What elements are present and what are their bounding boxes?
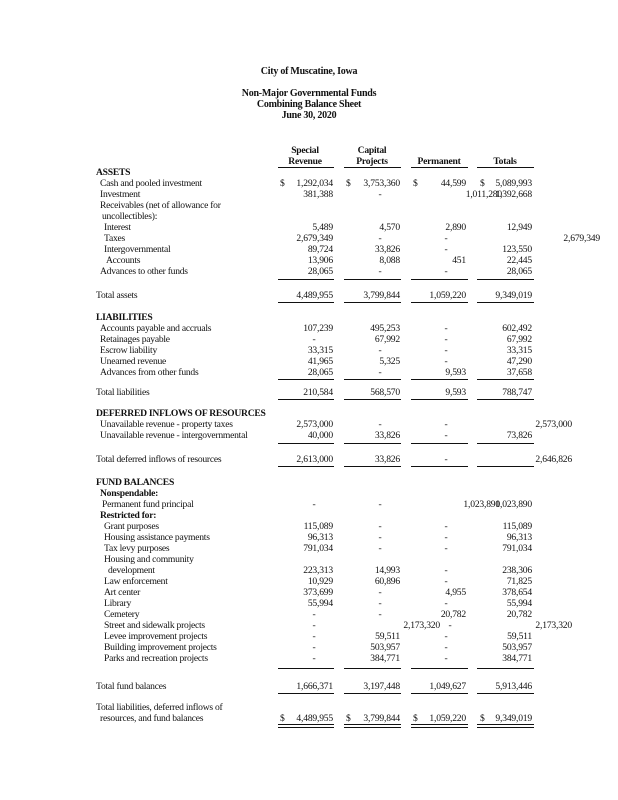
col-special-l1: Special (291, 145, 319, 156)
row-label: Grant purposes (104, 521, 159, 532)
cell-special: 2,679,349 (296, 233, 333, 244)
cell-totals: 47,290 (506, 356, 532, 367)
cell-totals: 123,550 (502, 244, 532, 255)
cell-totals: 238,306 (502, 565, 532, 576)
cell-special: 41,965 (307, 356, 333, 367)
cell-special: 210,584 (303, 387, 333, 398)
cell-permanent: - (444, 543, 448, 554)
subtotal-rule (477, 668, 534, 669)
subtotal-rule (477, 379, 534, 380)
cell-special: 223,313 (303, 565, 333, 576)
total-rule (278, 466, 334, 467)
cell-permanent: - (448, 620, 452, 631)
total-rule (344, 302, 401, 303)
row-label: Unearned revenue (100, 356, 167, 367)
header-rule (411, 167, 468, 168)
row-label: Intergovernmental (104, 244, 171, 255)
row-label: Accounts payable and accruals (100, 323, 212, 334)
cell-totals: 96,313 (506, 532, 532, 543)
cell-permanent: - (444, 653, 448, 664)
cell-permanent: - (444, 576, 448, 587)
cell-permanent: 9,593 (445, 367, 466, 378)
cell-capital: 3,799,844 (363, 713, 400, 724)
total-rule (344, 693, 401, 694)
subtotal-rule (344, 443, 401, 444)
cell-permanent: - (444, 356, 448, 367)
cell-permanent: 451 (452, 255, 466, 266)
cell-permanent: 20,782 (440, 609, 466, 620)
cell-totals: 5,089,993 (495, 178, 532, 189)
total-rule (411, 302, 468, 303)
cell-permanent: 44,599 (440, 178, 466, 189)
row-label: Street and sidewalk projects (104, 620, 205, 631)
cell-permanent: - (444, 266, 448, 277)
cell-totals: 384,771 (502, 653, 532, 664)
grand-total-label: resources, and fund balances (100, 713, 204, 724)
cell-capital: 33,826 (374, 454, 400, 465)
row-label: Retainages payable (100, 334, 170, 345)
cell-capital: 8,088 (379, 255, 400, 266)
cell-special: 2,613,000 (296, 454, 333, 465)
row-label: development (108, 565, 155, 576)
subtotal-rule (344, 379, 401, 380)
row-label: Cemetery (104, 609, 140, 620)
cell-permanent: 1,059,220 (429, 713, 466, 724)
row-label: Advances from other funds (100, 367, 199, 378)
cell-special: 96,313 (307, 532, 333, 543)
currency-sign: $ (346, 178, 351, 189)
cell-capital: 3,799,844 (363, 290, 400, 301)
cell-capital: - (378, 543, 382, 554)
cell-special: - (312, 334, 316, 345)
cell-totals: 59,511 (507, 631, 532, 642)
cell-capital: 33,826 (374, 430, 400, 441)
row-label: uncollectibles): (102, 211, 158, 222)
cell-permanent: 1,011,280 (465, 189, 502, 200)
total-rule (344, 399, 401, 400)
cell-permanent: - (444, 642, 448, 653)
cell-special: 55,994 (307, 598, 333, 609)
currency-sign: $ (413, 713, 418, 724)
row-label-total: Total assets (96, 290, 138, 301)
cell-permanent: 1,059,220 (429, 290, 466, 301)
cell-special: - (312, 499, 316, 510)
header-rule (278, 167, 334, 168)
row-label-total: Total fund balances (96, 681, 167, 692)
row-label: Unavailable revenue - intergovernmental (100, 430, 248, 441)
total-rule (344, 466, 401, 467)
cell-totals: 2,679,349 (563, 233, 600, 244)
cell-capital: 60,896 (374, 576, 400, 587)
subtotal-rule (411, 443, 468, 444)
row-label: Accounts (106, 255, 141, 266)
cell-permanent: - (444, 233, 448, 244)
cell-special: - (312, 642, 316, 653)
row-label: Parks and recreation projects (104, 653, 208, 664)
cell-totals: 5,913,446 (495, 681, 532, 692)
cell-capital: - (378, 189, 382, 200)
double-rule (344, 724, 401, 728)
subtotal-rule (278, 379, 334, 380)
cell-totals: 2,173,320 (535, 620, 572, 631)
cell-capital: 5,325 (379, 356, 400, 367)
cell-capital: 59,511 (375, 631, 400, 642)
entity-name: City of Muscatine, Iowa (260, 66, 358, 77)
cell-permanent: 1,049,627 (429, 681, 466, 692)
cell-capital: - (378, 345, 382, 356)
cell-totals: 9,349,019 (495, 290, 532, 301)
total-rule (411, 466, 468, 467)
cell-totals: 788,747 (502, 387, 532, 398)
cell-capital: 495,253 (370, 323, 400, 334)
cell-totals: 73,826 (506, 430, 532, 441)
cell-totals: 22,445 (506, 255, 532, 266)
cell-permanent: - (444, 419, 448, 430)
subtotal-rule (278, 443, 334, 444)
cell-capital: - (378, 521, 382, 532)
total-rule (278, 693, 334, 694)
row-label: Interest (104, 222, 131, 233)
double-rule (411, 724, 468, 728)
cell-permanent: - (444, 631, 448, 642)
cell-capital: - (378, 598, 382, 609)
cell-totals: 71,825 (506, 576, 532, 587)
total-rule (411, 399, 468, 400)
cell-capital: 384,771 (370, 653, 400, 664)
cell-permanent: - (444, 565, 448, 576)
cell-capital: - (378, 587, 382, 598)
cell-capital: - (378, 419, 382, 430)
subtotal-rule (278, 668, 334, 669)
cell-totals: 33,315 (506, 345, 532, 356)
cell-permanent: - (444, 598, 448, 609)
cell-totals: 37,658 (506, 367, 532, 378)
subheading-nonspendable: Nonspendable: (100, 488, 159, 499)
currency-sign: $ (280, 178, 285, 189)
subtotal-rule (477, 443, 534, 444)
row-label: Cash and pooled investment (100, 178, 202, 189)
cell-capital: 568,570 (370, 387, 400, 398)
row-label: Unavailable revenue - property taxes (100, 419, 233, 430)
cell-special: 373,699 (303, 587, 333, 598)
cell-special: 33,315 (307, 345, 333, 356)
cell-totals: 2,573,000 (535, 419, 572, 430)
total-rule (477, 302, 534, 303)
cell-special: 791,034 (303, 543, 333, 554)
cell-special: 1,292,034 (296, 178, 333, 189)
cell-permanent: 4,955 (445, 587, 466, 598)
row-label: Taxes (104, 233, 125, 244)
cell-permanent: - (444, 430, 448, 441)
cell-capital: - (378, 499, 382, 510)
cell-special: 115,089 (303, 521, 333, 532)
row-label-total: Total liabilities (96, 387, 150, 398)
currency-sign: $ (480, 713, 485, 724)
cell-capital: 2,173,320 (403, 620, 440, 631)
cell-totals: 67,992 (506, 334, 532, 345)
section-liabilities: LIABILITIES (96, 312, 153, 323)
cell-special: 107,239 (303, 323, 333, 334)
subtotal-rule (278, 279, 334, 280)
currency-sign: $ (480, 178, 485, 189)
total-rule (278, 302, 334, 303)
cell-permanent: 2,890 (445, 222, 466, 233)
section-fund-balances: FUND BALANCES (96, 477, 175, 488)
cell-capital: 3,197,448 (363, 681, 400, 692)
cell-totals: 55,994 (506, 598, 532, 609)
cell-totals: 503,957 (502, 642, 532, 653)
cell-totals: 115,089 (502, 521, 532, 532)
cell-capital: 503,957 (370, 642, 400, 653)
cell-permanent: - (444, 334, 448, 345)
cell-totals: 2,646,826 (535, 454, 572, 465)
row-label: Receivables (net of allowance for (100, 200, 221, 211)
cell-totals: 9,349,019 (495, 713, 532, 724)
double-rule (477, 724, 534, 728)
currency-sign: $ (280, 713, 285, 724)
cell-totals: 28,065 (506, 266, 532, 277)
cell-special: 4,489,955 (296, 713, 333, 724)
cell-capital: 3,753,360 (363, 178, 400, 189)
subtotal-rule (411, 379, 468, 380)
grand-total-label: Total liabilities, deferred inflows of (96, 702, 223, 713)
double-rule (278, 724, 334, 728)
cell-totals: 602,492 (502, 323, 532, 334)
subtotal-rule (344, 279, 401, 280)
currency-sign: $ (413, 178, 418, 189)
total-rule (411, 693, 468, 694)
row-label: Tax levy purposes (104, 543, 170, 554)
header-rule (477, 167, 534, 168)
statement-title: Non-Major Governmental Funds (241, 88, 377, 99)
statement-date: June 30, 2020 (281, 110, 337, 121)
cell-totals: 1,392,668 (495, 189, 532, 200)
row-label-total: Total deferred inflows of resources (96, 454, 222, 465)
col-totals: Totals (493, 156, 517, 167)
row-label: Investment (100, 189, 141, 200)
subtotal-rule (411, 279, 468, 280)
currency-sign: $ (346, 713, 351, 724)
cell-totals: 1,023,890 (495, 499, 532, 510)
header-rule (344, 167, 401, 168)
row-label: Library (104, 598, 132, 609)
total-rule (477, 693, 534, 694)
cell-permanent: - (444, 345, 448, 356)
row-label: Law enforcement (104, 576, 168, 587)
statement-subtitle: Combining Balance Sheet (256, 99, 362, 110)
cell-totals: 20,782 (506, 609, 532, 620)
row-label: Levee improvement projects (104, 631, 208, 642)
total-rule (278, 399, 334, 400)
row-label: Permanent fund principal (102, 499, 194, 510)
cell-totals: 791,034 (502, 543, 532, 554)
col-capital-l1: Capital (357, 145, 387, 156)
cell-special: - (312, 609, 316, 620)
cell-totals: 378,654 (502, 587, 532, 598)
total-rule (477, 399, 534, 400)
cell-permanent: 9,593 (445, 387, 466, 398)
cell-permanent: 1,023,890 (463, 499, 500, 510)
cell-capital: - (378, 266, 382, 277)
cell-capital: 33,826 (374, 244, 400, 255)
row-label: Building improvement projects (104, 642, 217, 653)
cell-capital: - (378, 609, 382, 620)
cell-permanent: - (444, 244, 448, 255)
col-capital-l2: Projects (356, 156, 388, 167)
cell-permanent: - (444, 454, 448, 465)
col-special-l2: Revenue (288, 156, 322, 167)
cell-special: 89,724 (307, 244, 333, 255)
cell-capital: - (378, 532, 382, 543)
cell-special: 28,065 (307, 367, 333, 378)
row-label: Escrow liability (100, 345, 158, 356)
cell-special: 5,489 (312, 222, 333, 233)
cell-special: 28,065 (307, 266, 333, 277)
section-assets: ASSETS (96, 167, 131, 178)
cell-capital: - (378, 367, 382, 378)
cell-capital: 14,993 (374, 565, 400, 576)
cell-capital: 4,570 (379, 222, 400, 233)
subtotal-rule (411, 668, 468, 669)
row-label: Housing and community (104, 554, 194, 565)
cell-capital: 67,992 (374, 334, 400, 345)
row-label: Advances to other funds (100, 266, 188, 277)
cell-special: 2,573,000 (296, 419, 333, 430)
cell-special: 381,388 (303, 189, 333, 200)
cell-special: - (312, 631, 316, 642)
cell-totals: 12,949 (506, 222, 532, 233)
subtotal-rule (344, 668, 401, 669)
cell-special: 1,666,371 (296, 681, 333, 692)
total-rule (477, 466, 534, 467)
cell-permanent: - (444, 521, 448, 532)
row-label: Housing assistance payments (104, 532, 210, 543)
section-deferred-inflows: DEFERRED INFLOWS OF RESOURCES (96, 408, 266, 419)
cell-special: - (312, 620, 316, 631)
subheading-restricted: Restricted for: (100, 510, 157, 521)
cell-special: 13,906 (307, 255, 333, 266)
cell-special: 4,489,955 (296, 290, 333, 301)
subtotal-rule (477, 279, 534, 280)
row-label: Art center (104, 587, 141, 598)
cell-capital: - (378, 233, 382, 244)
col-permanent: Permanent (417, 156, 461, 167)
cell-special: 40,000 (307, 430, 333, 441)
cell-permanent: - (444, 532, 448, 543)
cell-special: 10,929 (307, 576, 333, 587)
cell-permanent: - (444, 323, 448, 334)
cell-special: - (312, 653, 316, 664)
